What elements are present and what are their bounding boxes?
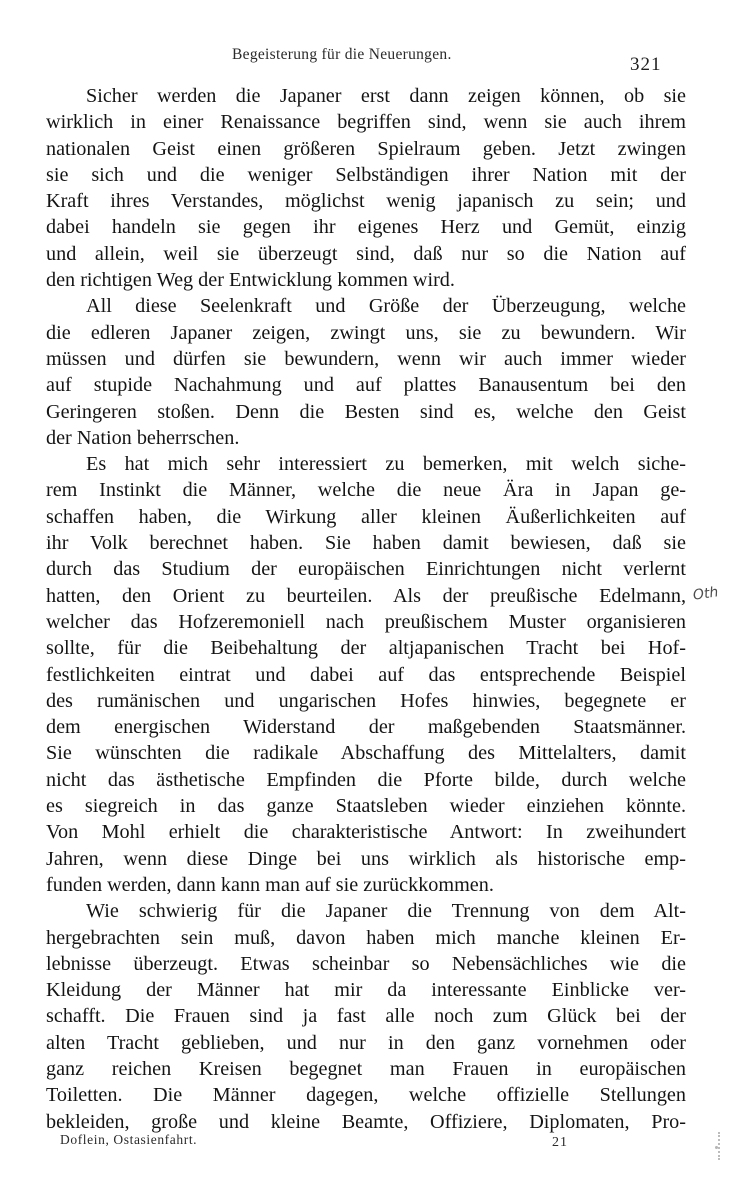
text-line: alten Tracht geblieben, und nur in den ganz vornehmen oder — [46, 1031, 686, 1054]
page-edge-mark — [718, 1132, 726, 1160]
text-line: ganz reichen Kreisen begegnet man Frauen in europäischen — [46, 1057, 686, 1080]
text-line: Von Mohl erhielt die charakteristische Antwort: In zweihundert — [46, 821, 686, 844]
running-head: Begeisterung für die Neuerungen. — [232, 46, 452, 63]
text-line: Wie schwierig für die Japaner die Trennung von dem Alt- — [86, 900, 686, 923]
text-line: nationalen Geist einen größeren Spielraum geben. Jetzt zwingen — [46, 137, 686, 160]
text-line: festlichkeiten eintrat und dabei auf das entsprechende Beispiel — [46, 663, 686, 686]
page-number: 321 — [630, 54, 662, 75]
text-line: Kraft ihres Verstandes, möglichst wenig japanisch zu sein; und — [46, 190, 686, 213]
text-line: und allein, weil sie überzeugt sind, daß nur so die Nation auf — [46, 242, 686, 265]
text-line: bekleiden, große und kleine Beamte, Offiziere, Diplomaten, Pro- — [46, 1110, 686, 1133]
text-line: welcher das Hofzeremoniell nach preußischem Muster organisieren — [46, 610, 686, 633]
text-line: auf stupide Nachahmung und auf plattes Banausentum bei den — [46, 374, 686, 397]
text-line: Sie wünschten die radikale Abschaffung des Mittelalters, damit — [46, 742, 686, 765]
text-line: sollte, für die Beibehaltung der altjapanischen Tracht bei Hof- — [46, 637, 686, 660]
text-line: rem Instinkt die Männer, welche die neue Ära in Japan ge- — [46, 479, 686, 502]
printer-signature: Doflein, Ostasienfahrt. — [60, 1132, 198, 1147]
text-line: der Nation beherrschen. — [46, 426, 240, 449]
text-line: müssen und dürfen sie bewundern, wenn wir auch immer wieder — [46, 347, 686, 370]
paper-speck — [715, 1146, 718, 1149]
handwritten-margin-note: Oth — [692, 584, 720, 604]
text-line: des rumänischen und ungarischen Hofes hinwies, begegnete er — [46, 689, 686, 712]
text-line: dem energischen Widerstand der maßgebenden Staatsmänner. — [46, 716, 686, 739]
body-text — [46, 83, 686, 1135]
text-line: funden werden, dann kann man auf sie zurückkommen. — [46, 873, 494, 896]
text-line: Es hat mich sehr interessiert zu bemerken, mit welch siche- — [86, 453, 686, 476]
text-line: hergebrachten sein muß, davon haben mich manche kleinen Er- — [46, 926, 686, 949]
text-line: den richtigen Weg der Entwicklung kommen wird. — [46, 269, 455, 292]
text-line: Sicher werden die Japaner erst dann zeigen können, ob sie — [86, 85, 686, 107]
text-line: hatten, den Orient zu beurteilen. Als der preußische Edelmann, — [46, 584, 686, 607]
text-line: Toiletten. Die Männer dagegen, welche offizielle Stellungen — [46, 1084, 686, 1107]
text-line: durch das Studium der europäischen Einrichtungen nicht verlernt — [46, 558, 686, 581]
text-line: schafft. Die Frauen sind ja fast alle noch zum Glück bei der — [46, 1005, 686, 1028]
signature-number: 21 — [552, 1135, 568, 1150]
text-line: nicht das ästhetische Empfinden die Pforte bilde, durch welche — [46, 768, 686, 791]
text-line: es siegreich in das ganze Staatsleben wieder einziehen könnte. — [46, 795, 686, 818]
text-line: Kleidung der Männer hat mir da interessante Einblicke ver- — [46, 979, 686, 1002]
text-line: Jahren, wenn diese Dinge bei uns wirklich als historische emp- — [46, 847, 686, 870]
text-line: die edleren Japaner zeigen, zwingt uns, sie zu bewundern. Wir — [46, 321, 686, 344]
text-line: ihr Volk berechnet haben. Sie haben damit bewiesen, daß sie — [46, 532, 686, 555]
text-line: wirklich in einer Renaissance begriffen sind, wenn sie auch ihrem — [46, 111, 686, 134]
text-line: All diese Seelenkraft und Größe der Überzeugung, welche — [86, 295, 686, 318]
text-line: dabei handeln sie gegen ihr eigenes Herz und Gemüt, einzig — [46, 216, 686, 239]
text-line: schaffen haben, die Wirkung aller kleinen Äußerlichkeiten auf — [46, 505, 686, 528]
text-line: Geringeren stoßen. Denn die Besten sind es, welche den Geist — [46, 400, 686, 423]
text-line: lebnisse überzeugt. Etwas scheinbar so Nebensächliches wie die — [46, 952, 686, 975]
text-line: sie sich und die weniger Selbständigen ihrer Nation mit der — [46, 163, 686, 186]
